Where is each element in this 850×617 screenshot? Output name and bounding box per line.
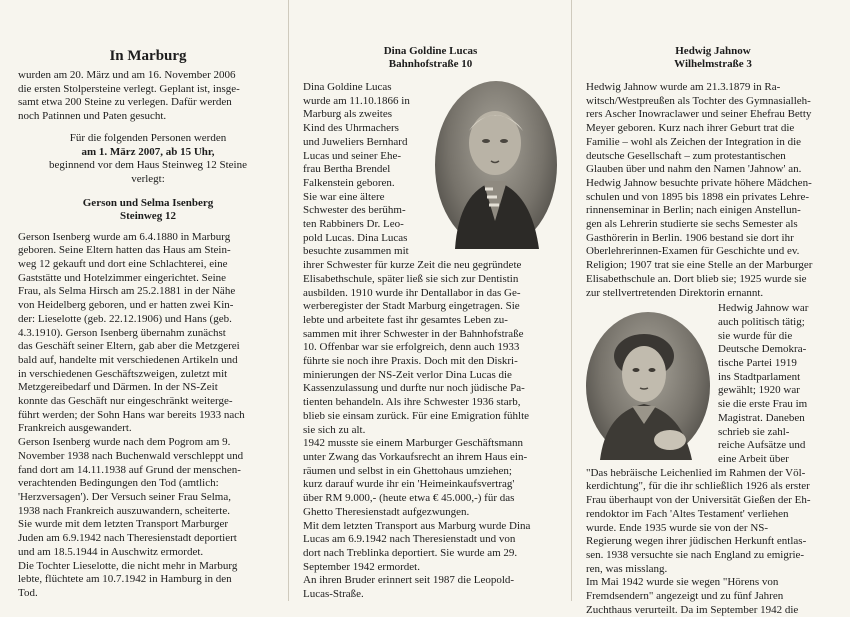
text-line: Meyer geboren. Kurz nach ihrer Geburt trat die (586, 122, 795, 135)
section-title-lucas (303, 45, 558, 71)
text-line: sammen mit ihrer Schwester in der Bahnhofstraße (303, 327, 524, 340)
lucas-side-text (303, 81, 427, 259)
text-line: minierungen der NS-Zeit verlor Dina Lucas die (303, 368, 512, 381)
jahnow-biography-top (586, 81, 840, 300)
text-line: das Geschäft seiner Eltern, gab aber die Metzgerei (18, 340, 240, 353)
text-line: ins Stadtparlament (718, 370, 801, 383)
text-line: fand dort am 14.11.1938 auf Grund der menschen- (18, 463, 241, 476)
text-line: Hedwig Jahnow besuchte private höhere Mädchen- (586, 176, 812, 189)
text-line: Mit dem letzten Transport aus Marburg wurde Dina (303, 519, 531, 532)
text-line: Dina Goldine Lucas (303, 81, 392, 93)
intro-line: noch Patinnen und Paten gesucht. (18, 110, 167, 123)
portrait-photo-hedwig-jahnow (586, 312, 710, 460)
text-line: Lucas und seiner Ehe- (303, 149, 402, 162)
text-line: Sie wurde mit dem letzten Transport Marburger (18, 518, 228, 531)
text-line: Glauben über und nahm den Namen 'Jahnow' an. (586, 163, 802, 176)
text-line: frau Bertha Brendel (303, 163, 391, 176)
portrait-photo-dina-lucas (435, 81, 557, 249)
subtitle-address: Steinweg 12 (120, 209, 176, 222)
text-line: witsch/Westpreußen als Tochter des Gymnasialleh- (586, 94, 811, 107)
text-line: Ghetto Theresienstadt aufgezwungen. (303, 505, 470, 518)
text-line: Frau überhaupt von der Universität Gießen der Eh- (586, 494, 811, 507)
section-title-jahnow (586, 45, 840, 71)
column-dina-lucas (303, 0, 558, 601)
title-name: Hedwig Jahnow (675, 45, 751, 57)
text-line: konnte das Geschäft nur eingeschränkt weiterge- (18, 395, 233, 408)
text-line: unter Zwang das Vorkaufsrecht an ihrem Haus ein- (303, 450, 528, 463)
lucas-biography (303, 259, 558, 602)
text-line: zur stellvertretenden Direktorin ernannt. (586, 286, 764, 299)
text-line: rers Ascher Inowraclawer und seiner Ehefrau Betty (586, 108, 812, 121)
text-line: ihrer Schwester für kurze Zeit die neu gegründete (303, 259, 522, 272)
text-line: 1942 musste sie einem Marburger Geschäftsmann (303, 437, 524, 450)
text-line: Hedwig Jahnow wurde am 21.3.1879 in Ra- (586, 81, 781, 93)
text-line: "Das hebräische Leichenlied im Rahmen der Völ- (586, 466, 806, 479)
text-line: ten Rabbiners Dr. Leo- (303, 218, 404, 231)
intro-paragraph (18, 69, 278, 124)
text-line: pold Lucas. Dina Lucas (303, 231, 408, 244)
title-address: Bahnhofstraße 10 (388, 58, 473, 70)
intro-line: wurden am 20. März und am 16. November 2006 (18, 69, 236, 81)
text-line: Kind des Uhrmachers (303, 122, 399, 135)
column-hedwig-jahnow (586, 0, 840, 616)
subtitle-names: Gerson und Selma Isenberg (82, 196, 214, 209)
text-line: Kassenzulassung und durfte nur noch jüdische Pa- (303, 382, 525, 395)
text-line: geboren. Seine Eltern hatten das Haus am Stein- (18, 244, 231, 257)
text-line: Metzgereibedarf und Därmen. In der NS-Zeit (18, 381, 218, 394)
text-line: lebte, flüchtete am 10.7.1942 in Hamburg in den (18, 573, 232, 586)
portrait-illustration (435, 81, 557, 249)
text-line: Falkenstein geboren. (303, 176, 395, 189)
event-line: beginnend vor dem Haus Steinweg 12 Steine (49, 159, 247, 172)
event-line: Für die folgenden Personen werden (69, 131, 227, 144)
text-line: rinnenseminar in Berlin; nach einigen Anstellun- (586, 204, 801, 217)
text-line: kerdichtung", für die ihr schließlich 1926 als erster (586, 480, 810, 493)
jahnow-middle-block (586, 302, 840, 466)
text-line: wurde. Ende 1935 wurde sie von der NS- (586, 521, 769, 534)
portrait-illustration (586, 312, 710, 460)
text-line: ren, was misslang. (586, 562, 668, 575)
text-line: Schwester des berühm- (303, 204, 406, 217)
text-line: reiche Aufsätze und (718, 439, 806, 452)
text-line: deutsche Gesellschaft – zum protestantischen (586, 149, 786, 162)
text-line: ausbilden. 1910 wurde ihr Dentallabor in das Ge- (303, 286, 521, 299)
text-line: tische Partei 1919 (718, 357, 797, 370)
text-line: Fremdsendern" angezeigt und zu fünf Jahren (586, 590, 784, 603)
text-line: schulen und von 1895 bis 1898 ein privates Lehre- (586, 190, 810, 203)
text-line: Deutsche Demokra- (718, 343, 807, 356)
text-line: werberegister der Stadt Marburg eingetragen. Sie (303, 300, 520, 313)
title-name: Dina Goldine Lucas (383, 45, 478, 57)
text-line: Gasthörerin in Berlin. 1906 bestand sie dort ihr (586, 231, 794, 244)
text-line: Die Tochter Lieselotte, die nicht mehr in Marburg (18, 559, 238, 572)
text-line: Frau, als Selma Hirsch am 25.2.1881 in der Nähe (18, 285, 236, 298)
text-line: Gaststätte und Hotelzimmer eingerichtet. Seine (18, 271, 227, 284)
jahnow-biography-bottom (586, 467, 840, 617)
text-line: Frankreich ausgewandert. (18, 422, 132, 435)
text-line: An ihren Bruder erinnert seit 1987 die Leopold- (303, 574, 515, 587)
text-line: sie die erste Frau im (718, 398, 808, 411)
text-line: in verschiedenen Geschäftszweigen, zuletzt mit (18, 367, 228, 380)
text-line: räumen und selbst in ein Ghettohaus umziehen; (303, 464, 512, 477)
text-line: lebte und arbeitete fast ihr gesamtes Leben zu- (303, 313, 508, 326)
text-line: 10. Offenbar war sie erfolgreich, denn auch 1933 (303, 341, 520, 354)
text-line: von Heidelberg geboren, und er hatten zwei Kin- (18, 299, 234, 312)
title-address: Wilhelmstraße 3 (674, 58, 752, 70)
text-line: der: Lieselotte (geb. 22.12.1906) und Hans (geb. (18, 312, 232, 325)
text-line: Religion; 1907 trat sie eine Stelle an der Marburger (586, 259, 813, 272)
jahnow-side-text (718, 302, 840, 466)
text-line: Elisabethschule an. Dort blieb sie; 1925 wurde sie (586, 272, 807, 285)
text-line: blieb sie einsam zurück. Für eine Emigration fühlte (303, 409, 530, 422)
lucas-intro-block (303, 81, 558, 259)
text-line: Elisabethschule, später ließ sie sich zur Dentistin (303, 272, 519, 285)
text-line: 4.3.1910). Gerson Isenberg übernahm zunächst (18, 326, 226, 339)
text-line: Tod. (18, 586, 38, 599)
text-line: sie wurde für die (718, 329, 793, 342)
text-line: Gerson Isenberg wurde am 6.4.1880 in Marburg (18, 230, 231, 243)
text-line: über RM 9.000,- (heute etwa € 45.000,-) für das (303, 492, 515, 505)
text-line: und am 18.5.1944 in Auschwitz ermordet. (18, 545, 204, 558)
text-line: Familie – wohl als Zeichen der Integration in die (586, 135, 802, 148)
text-line: eine Arbeit über (718, 452, 789, 465)
text-line: Regierung wegen ihrer jüdischen Herkunft entlas- (586, 535, 807, 548)
text-line: tienten behandeln. Als ihre Schwester 1936 starb, (303, 396, 521, 409)
text-line: schrieb sie zahl- (718, 425, 790, 438)
text-line: und Juweliers Bernhard (303, 135, 408, 148)
text-line: Zuchthaus verurteilt. Da im September 1942 die (586, 603, 799, 616)
text-line: Gerson Isenberg wurde nach dem Pogrom am 9. (18, 436, 231, 449)
text-line: Hedwig Jahnow war (718, 302, 809, 315)
text-line: weg 12 gekauft und dort eine Schlachterei, eine (18, 258, 228, 271)
text-line: 1938 nach Frankreich auszuwandern, scheiterte. (18, 504, 230, 517)
text-line: Lucas am 6.9.1942 nach Theresienstadt und von (303, 533, 516, 546)
text-line: auch politisch tätig; (718, 315, 805, 328)
column-divider-right (571, 0, 572, 601)
event-notice (18, 132, 278, 187)
isenberg-biography (18, 231, 278, 601)
text-line: führt werden; der Sohn Hans war bereits 1933 nach (18, 408, 245, 421)
column-divider-left (288, 0, 289, 601)
text-line: Juden am 6.9.1942 nach Theresienstadt deportiert (18, 532, 237, 545)
intro-line: die ersten Stolpersteine verlegt. Geplant ist, insge- (18, 82, 240, 95)
text-line: gen als Lehrerin studierte sie sechs Semester als (586, 218, 798, 231)
text-line: kurz darauf wurde ihr ein 'Heimeinkaufsvertrag' (303, 478, 515, 491)
text-line: Im Mai 1942 wurde sie wegen "Hörens von (586, 576, 779, 589)
event-date: am 1. März 2007, ab 15 Uhr, (81, 145, 215, 158)
intro-line: samt etwa 200 Steine zu verlegen. Dafür werden (18, 96, 232, 109)
text-line: gewählt; 1920 war (718, 384, 800, 397)
text-line: dort nach Treblinka deportiert. Sie wurde am 29. (303, 546, 518, 559)
text-line: wurde am 11.10.1866 in (303, 94, 410, 107)
text-line: Marburg als zweites (303, 108, 392, 121)
text-line: Sie war eine ältere (303, 190, 385, 203)
subtitle-isenberg (18, 197, 278, 223)
text-line: November 1938 nach Buchenwald verschleppt und (18, 449, 244, 462)
text-line: 'Herzversagen'). Der Versuch seiner Frau Selma, (18, 490, 231, 503)
text-line: Magistrat. Daneben (718, 411, 805, 424)
event-line: verlegt: (131, 172, 165, 185)
text-line: führte sie noch ihre Praxis. Doch mit den Diskri- (303, 355, 518, 368)
text-line: sie sich zu alt. (303, 423, 366, 436)
column-marburg (18, 0, 278, 601)
text-line: bald auf, handelte mit verschiedenen Artikeln und (18, 353, 238, 366)
text-line: September 1942 ermordet. (303, 560, 420, 573)
text-line: sen. 1938 versuchte sie nach England zu emigrie- (586, 548, 805, 561)
text-line: Lucas-Straße. (303, 588, 364, 601)
text-line: Oberlehrerinnen-Examen für Geschichte und ev. (586, 245, 800, 258)
section-title-marburg: In Marburg (109, 48, 187, 64)
text-line: rendoktor im Fach 'Altes Testament' verliehen (586, 507, 789, 520)
text-line: besuchte zusammen mit (303, 245, 409, 258)
text-line: verachtenden Bedingungen den Tod (amtlich: (18, 477, 219, 490)
